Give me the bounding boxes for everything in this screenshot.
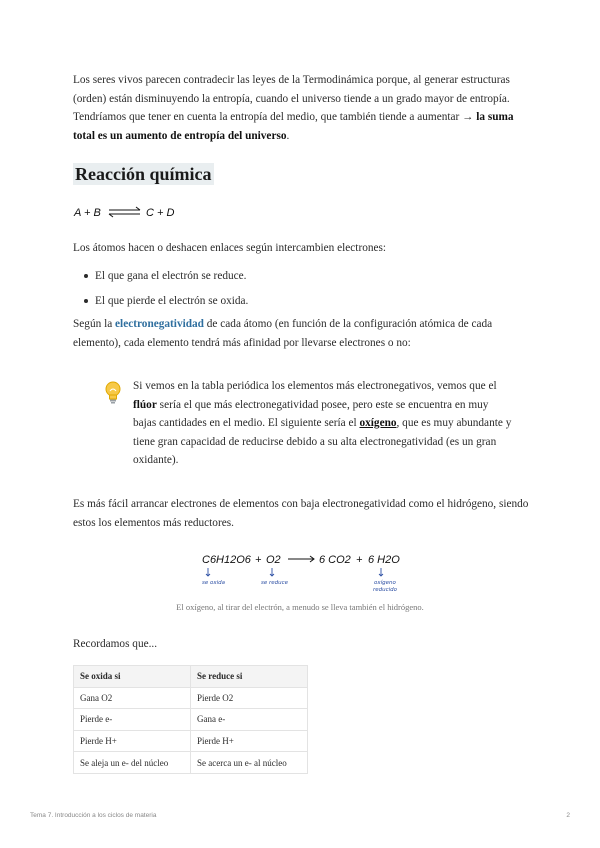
electronegativity-paragraph — [73, 315, 533, 352]
table-cell: Pierde H+ — [191, 730, 308, 752]
intro-paragraph — [73, 71, 533, 145]
note-reducido: reducido — [373, 587, 398, 593]
table-cell: Gana e- — [191, 709, 308, 731]
list-item: El que pierde el electrón se oxida. — [95, 289, 248, 314]
table-cell: Gana O2 — [74, 687, 191, 709]
section-heading: Reacción química — [75, 164, 212, 184]
equilibrium-arrow-icon — [109, 207, 140, 217]
intro-bold: la suma total es un aumento de entropía del universo — [73, 111, 514, 142]
redox-table — [73, 665, 308, 774]
note-se-oxida: se oxida — [202, 580, 226, 586]
intro-text: Los seres vivos parecen contradecir las leyes de la Termodinámica porque, al generar estructuras (orden) están disminuyendo la entropía, cuando el universo tiende a un grado mayor de entropía. Tendríamos que tener en cuenta la entropía del medio, que también tiende a aumentar → — [73, 74, 510, 123]
equation-left: A + B — [74, 207, 101, 219]
plus-sign: + — [356, 554, 363, 566]
note-se-reduce: se reduce — [261, 580, 289, 586]
table-row — [74, 687, 308, 709]
reactant-oxygen: O2 — [266, 554, 281, 566]
atoms-paragraph: Los átomos hacen o deshacen enlaces según intercambien electrones: — [73, 242, 387, 254]
oxigeno-underlined: oxígeno — [359, 417, 397, 429]
intro-end: . — [286, 129, 290, 142]
callout-part: , que es muy abundante y tiene gran capacidad de reducirse debido a su alta electronegatividad (es un gran oxidante). — [133, 417, 512, 466]
note-oxigeno: oxígeno — [374, 580, 396, 586]
equation-right: C + D — [146, 207, 175, 219]
table-row — [74, 752, 308, 774]
recordamos-text: Recordamos que... — [73, 638, 158, 650]
footer-title: Tema 7. Introducción a los ciclos de materia — [30, 812, 157, 819]
table-row — [74, 709, 308, 731]
callout-part: sería el que más electronegatividad posee, pero este se encuentra en muy bajas cantidades en el medio. El siguiente sería el — [133, 398, 489, 429]
table-cell: Pierde O2 — [191, 687, 308, 709]
callout-part: Si vemos en la tabla periódica los elementos más electronegativos, vemos que el — [133, 380, 497, 392]
table-cell: Se acerca un e- al núcleo — [191, 752, 308, 774]
reductores-paragraph: Es más fácil arrancar electrones de elementos con baja electronegatividad como el hidrógeno, siendo estos los elementos más reductores. — [73, 498, 529, 529]
page-number: 2 — [566, 812, 570, 819]
annotation-arrows — [206, 568, 383, 576]
list-item: El que gana el electrón se reduce. — [95, 264, 248, 289]
electroneg-before: Según la — [73, 318, 116, 330]
glucose-oxidation-equation — [198, 550, 428, 598]
table-header-oxida: Se oxida si — [74, 666, 191, 688]
callout-text — [133, 377, 513, 470]
fluor-bold: flúor — [133, 398, 157, 411]
table-row — [74, 730, 308, 752]
plus-sign: + — [255, 554, 262, 566]
reactant-glucose: C6H12O6 — [202, 554, 251, 566]
product-co2: 6 CO2 — [319, 554, 351, 566]
table-header-row — [74, 666, 308, 688]
table-cell: Pierde H+ — [74, 730, 191, 752]
table-header-reduce: Se reduce si — [191, 666, 308, 688]
bullet-list — [95, 264, 248, 314]
reaction-arrow-icon — [288, 556, 314, 562]
electroneg-after: de cada átomo (en función de la configuración atómica de cada elemento), cada elemento tendrá más afinidad por llevarse electrones o no: — [73, 318, 493, 349]
electronegativity-link[interactable]: electronegatividad — [115, 318, 204, 330]
reaction-equation — [72, 204, 192, 220]
lightbulb-icon — [104, 381, 122, 405]
table-cell: Pierde e- — [74, 709, 191, 731]
product-water: 6 H2O — [368, 554, 400, 566]
figure-caption: El oxígeno, al tirar del electrón, a menudo se lleva también el hidrógeno. — [176, 602, 424, 612]
table-cell: Se aleja un e- del núcleo — [74, 752, 191, 774]
